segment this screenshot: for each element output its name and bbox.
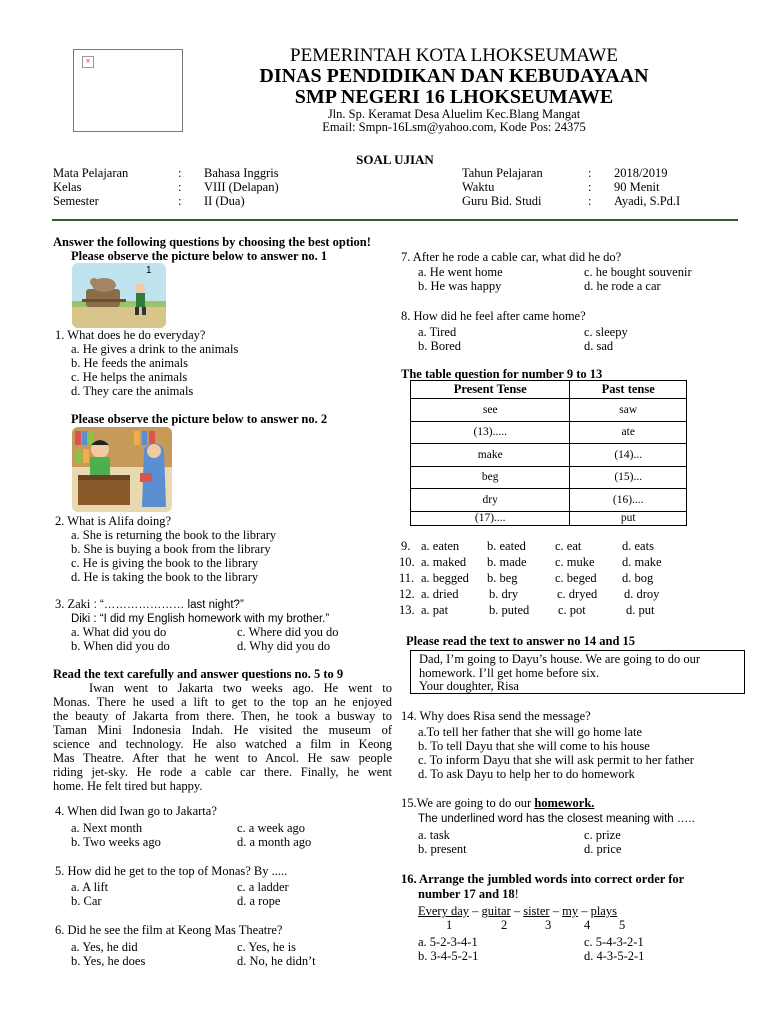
option-d: d. bog bbox=[622, 571, 654, 585]
tense-table bbox=[410, 380, 687, 526]
q8-option-a: a. Tired bbox=[418, 325, 457, 339]
table-row bbox=[411, 489, 687, 512]
pic1-caption: Please observe the picture below to answer no. 1 bbox=[71, 249, 328, 263]
info-label: Guru Bid. Studi bbox=[462, 194, 542, 208]
library-illustration bbox=[72, 427, 172, 512]
word-number: 4 bbox=[584, 918, 591, 932]
q-number: 9. bbox=[401, 539, 411, 553]
info-label: Semester bbox=[53, 194, 99, 208]
msg-title: Please read the text to answer no 14 and 15 bbox=[406, 634, 636, 648]
picture-zoo-feeding bbox=[72, 263, 166, 328]
q-number: 10. bbox=[399, 555, 415, 569]
q6-option-d: d. No, he didn’t bbox=[237, 954, 316, 968]
q2-option-b: b. She is buying a book from the library bbox=[71, 542, 271, 556]
q-number: 11. bbox=[399, 571, 415, 585]
table-cell: (14)... bbox=[570, 444, 687, 467]
q16-option-a: a. 5-2-3-4-1 bbox=[418, 935, 478, 949]
q6-question: 6. Did he see the film at Keong Mas Theatre? bbox=[55, 923, 283, 937]
q4-question: 4. When did Iwan go to Jakarta? bbox=[55, 804, 217, 818]
q7-option-b: b. He was happy bbox=[418, 279, 502, 293]
info-value: Bahasa Inggris bbox=[204, 166, 279, 180]
q2-question: 2. What is Alifa doing? bbox=[55, 514, 172, 528]
instruction: Answer the following questions by choosing the best option! bbox=[53, 235, 371, 249]
header-address: Jln. Sp. Keramat Desa Aluelim Kec.Blang Mangat bbox=[327, 107, 581, 121]
option-c: c. dryed bbox=[557, 587, 598, 601]
info-value: VIII (Delapan) bbox=[204, 180, 279, 194]
option-b: b. beg bbox=[487, 571, 518, 585]
table-cell: (17).... bbox=[411, 511, 570, 525]
q1-question: 1. What does he do everyday? bbox=[55, 328, 206, 342]
q7-question: 7. After he rode a cable car, what did he do? bbox=[401, 250, 622, 264]
passage-line: the beauty of Jakarta from there. Then, he took a busway to bbox=[53, 709, 392, 723]
option-a: a. pat bbox=[421, 603, 449, 617]
q16-title-line2 bbox=[418, 887, 519, 902]
q15-option-b: b. present bbox=[418, 842, 467, 856]
info-value: 2018/2019 bbox=[614, 166, 668, 180]
q16-jumbled-words bbox=[418, 904, 617, 919]
option-c: c. pot bbox=[558, 603, 586, 617]
passage-line: Monas. There he used a lift to get to the top an he enjoyed bbox=[53, 695, 392, 709]
q5-option-c: c. a ladder bbox=[237, 880, 289, 894]
q3-option-a: a. What did you do bbox=[71, 625, 167, 639]
passage-line: science and technology. He also watched a film in Keong bbox=[53, 737, 392, 751]
table-title: The table question for number 9 to 13 bbox=[401, 367, 603, 381]
info-label: Mata Pelajaran bbox=[53, 166, 129, 180]
table-cell: ate bbox=[570, 421, 687, 444]
header-email: Email: Smpn-16Lsm@yahoo.com, Kode Pos: 24375 bbox=[322, 120, 586, 134]
option-d: d. droy bbox=[624, 587, 660, 601]
table-cell: (15)... bbox=[570, 466, 687, 489]
q4-option-a: a. Next month bbox=[71, 821, 143, 835]
q16-option-d: d. 4-3-5-2-1 bbox=[584, 949, 645, 963]
q3-option-d: d. Why did you do bbox=[237, 639, 331, 653]
exam-title: SOAL UJIAN bbox=[356, 152, 434, 167]
option-d: d. eats bbox=[622, 539, 654, 553]
pic1-number: 1 bbox=[146, 265, 152, 276]
word-dash: – bbox=[552, 904, 559, 918]
table-row bbox=[411, 421, 687, 444]
q14-option-a: a.To tell her father that she will go home late bbox=[418, 725, 643, 739]
option-a: a. dried bbox=[421, 587, 459, 601]
broken-image-icon: × bbox=[82, 56, 94, 68]
q15-option-d: d. price bbox=[584, 842, 622, 856]
option-c: c. eat bbox=[555, 539, 582, 553]
word-number: 1 bbox=[446, 918, 453, 932]
q16-title-text: number 17 and 18 bbox=[418, 887, 515, 901]
word-dash: – bbox=[472, 904, 479, 918]
jumbled-word: Every day bbox=[418, 904, 470, 918]
table-row bbox=[411, 466, 687, 489]
table-header: Past tense bbox=[570, 381, 687, 399]
table-row bbox=[411, 444, 687, 467]
info-label: Tahun Pelajaran bbox=[462, 166, 543, 180]
q16-title-mark: ! bbox=[514, 887, 519, 901]
option-c: c. beged bbox=[555, 571, 597, 585]
q8-option-b: b. Bored bbox=[418, 339, 462, 353]
q15-subtext: The underlined word has the closest meaning with ….. bbox=[418, 813, 695, 825]
jumbled-word: my bbox=[562, 904, 579, 918]
passage-line: Taman Mini Indonesia Indah. He visited the museum of bbox=[53, 723, 392, 737]
q6-option-a: a. Yes, he did bbox=[71, 940, 138, 954]
table-cell: see bbox=[411, 399, 570, 422]
q1-option-c: c. He helps the animals bbox=[71, 370, 188, 384]
option-b: b. eated bbox=[487, 539, 526, 553]
info-sep: : bbox=[588, 194, 592, 208]
jumbled-word: sister bbox=[523, 904, 550, 918]
picture-library bbox=[72, 427, 172, 512]
info-sep: : bbox=[588, 166, 592, 180]
option-d: d. make bbox=[622, 555, 662, 569]
info-sep: : bbox=[588, 180, 592, 194]
q5-question: 5. How did he get to the top of Monas? By ..... bbox=[55, 864, 288, 878]
pic2-caption: Please observe the picture below to answer no. 2 bbox=[71, 412, 328, 426]
header-gov: PEMERINTAH KOTA LHOKSEUMAWE bbox=[290, 45, 618, 66]
q15-question bbox=[401, 796, 594, 811]
q2-option-c: c. He is giving the book to the library bbox=[71, 556, 259, 570]
q3-zaki-label: 3. Zaki bbox=[55, 597, 91, 611]
passage-line: Iwan went to Jakarta two weeks ago. He went to bbox=[89, 681, 392, 695]
jumbled-word: plays bbox=[590, 904, 617, 918]
table-cell: (16).... bbox=[570, 489, 687, 512]
info-value: Ayadi, S.Pd.I bbox=[614, 194, 681, 208]
q3-option-b: b. When did you do bbox=[71, 639, 170, 653]
q15-option-c: c. prize bbox=[584, 828, 621, 842]
header-divider bbox=[52, 219, 738, 221]
q16-title-line1: 16. Arrange the jumbled words into correct order for bbox=[401, 872, 685, 886]
q3-option-c: c. Where did you do bbox=[237, 625, 339, 639]
q2-option-a: a. She is returning the book to the library bbox=[71, 528, 277, 542]
option-d: d. put bbox=[626, 603, 655, 617]
option-a: a. maked bbox=[421, 555, 467, 569]
q2-option-d: d. He is taking the book to the library bbox=[71, 570, 259, 584]
q16-option-b: b. 3-4-5-2-1 bbox=[418, 949, 479, 963]
header-school: SMP NEGERI 16 LHOKSEUMAWE bbox=[294, 86, 614, 108]
q8-option-d: d. sad bbox=[584, 339, 614, 353]
table-cell: dry bbox=[411, 489, 570, 512]
table-row bbox=[411, 511, 687, 525]
info-sep: : bbox=[178, 194, 182, 208]
header-dept: DINAS PENDIDIKAN DAN KEBUDAYAAN bbox=[259, 65, 649, 87]
q4-option-b: b. Two weeks ago bbox=[71, 835, 161, 849]
q14-option-c: c. To inform Dayu that she will ask permit to her father bbox=[418, 753, 694, 767]
message-line: Your doughter, Risa bbox=[419, 679, 519, 693]
table-cell: beg bbox=[411, 466, 570, 489]
message-box bbox=[410, 650, 745, 694]
word-number: 5 bbox=[619, 918, 626, 932]
option-a: a. begged bbox=[421, 571, 469, 585]
q3-zaki-line: : “………………… last night?” bbox=[90, 599, 244, 611]
message-line: Dad, I’m going to Dayu’s house. We are going to do our bbox=[419, 652, 701, 666]
option-b: b. made bbox=[487, 555, 527, 569]
table-row bbox=[411, 399, 687, 422]
q3-diki-line: : “I did my English homework with my brother.” bbox=[90, 613, 330, 625]
q-number: 13. bbox=[399, 603, 415, 617]
q14-question: 14. Why does Risa send the message? bbox=[401, 709, 591, 723]
q5-option-b: b. Car bbox=[71, 894, 102, 908]
passage-line: Mas Theatre. After that he went to Ancol. He saw people bbox=[53, 751, 392, 765]
info-label: Waktu bbox=[462, 180, 495, 194]
q3-question bbox=[55, 597, 244, 612]
word-dash: – bbox=[513, 904, 521, 918]
q4-option-d: d. a month ago bbox=[237, 835, 312, 849]
word-number: 3 bbox=[545, 918, 552, 932]
passage-line: riding jet-sky. He rode a cable car there. Finally, he went bbox=[53, 765, 392, 779]
table-cell: (13)..... bbox=[411, 421, 570, 444]
q15-prefix: 15.We are going to do our bbox=[401, 796, 535, 810]
q15-option-a: a. task bbox=[418, 828, 450, 842]
q1-option-b: b. He feeds the animals bbox=[71, 356, 188, 370]
message-line: homework. I’ll get home before six. bbox=[419, 666, 600, 680]
info-sep: : bbox=[178, 166, 182, 180]
q14-option-b: b. To tell Dayu that she will come to his house bbox=[418, 739, 650, 753]
q3-diki bbox=[71, 611, 329, 626]
q14-option-d: d. To ask Dayu to help her to do homework bbox=[418, 767, 635, 781]
table-header: Present Tense bbox=[411, 381, 570, 399]
q4-option-c: c. a week ago bbox=[237, 821, 306, 835]
q7-option-d: d. he rode a car bbox=[584, 279, 661, 293]
read-title: Read the text carefully and answer questions no. 5 to 9 bbox=[53, 667, 344, 681]
q1-option-a: a. He gives a drink to the animals bbox=[71, 342, 239, 356]
q15-underlined-word: homework. bbox=[534, 796, 595, 810]
passage-line: home. He felt tired but happy. bbox=[53, 779, 203, 793]
table-cell: put bbox=[570, 511, 687, 525]
q7-option-c: c. he bought souvenir bbox=[584, 265, 692, 279]
q6-option-b: b. Yes, he does bbox=[71, 954, 146, 968]
word-dash: – bbox=[581, 904, 588, 918]
table-cell: make bbox=[411, 444, 570, 467]
option-c: c. muke bbox=[555, 555, 595, 569]
q8-option-c: c. sleepy bbox=[584, 325, 628, 339]
q5-option-a: a. A lift bbox=[71, 880, 109, 894]
jumbled-word: guitar bbox=[481, 904, 511, 918]
option-a: a. eaten bbox=[421, 539, 460, 553]
q1-option-d: d. They care the animals bbox=[71, 384, 194, 398]
info-label: Kelas bbox=[53, 180, 82, 194]
q16-option-c: c. 5-4-3-2-1 bbox=[584, 935, 644, 949]
word-number: 2 bbox=[501, 918, 508, 932]
q6-option-c: c. Yes, he is bbox=[237, 940, 297, 954]
q8-question: 8. How did he feel after came home? bbox=[401, 309, 586, 323]
table-cell: saw bbox=[570, 399, 687, 422]
info-value: 90 Menit bbox=[614, 180, 660, 194]
q-number: 12. bbox=[399, 587, 415, 601]
q7-option-a: a. He went home bbox=[418, 265, 503, 279]
option-b: b. puted bbox=[489, 603, 530, 617]
info-sep: : bbox=[178, 180, 182, 194]
q5-option-d: d. a rope bbox=[237, 894, 281, 908]
table-header-row bbox=[411, 381, 687, 399]
q3-diki-label: Diki bbox=[71, 613, 91, 625]
info-value: II (Dua) bbox=[204, 194, 245, 208]
option-b: b. dry bbox=[489, 587, 519, 601]
